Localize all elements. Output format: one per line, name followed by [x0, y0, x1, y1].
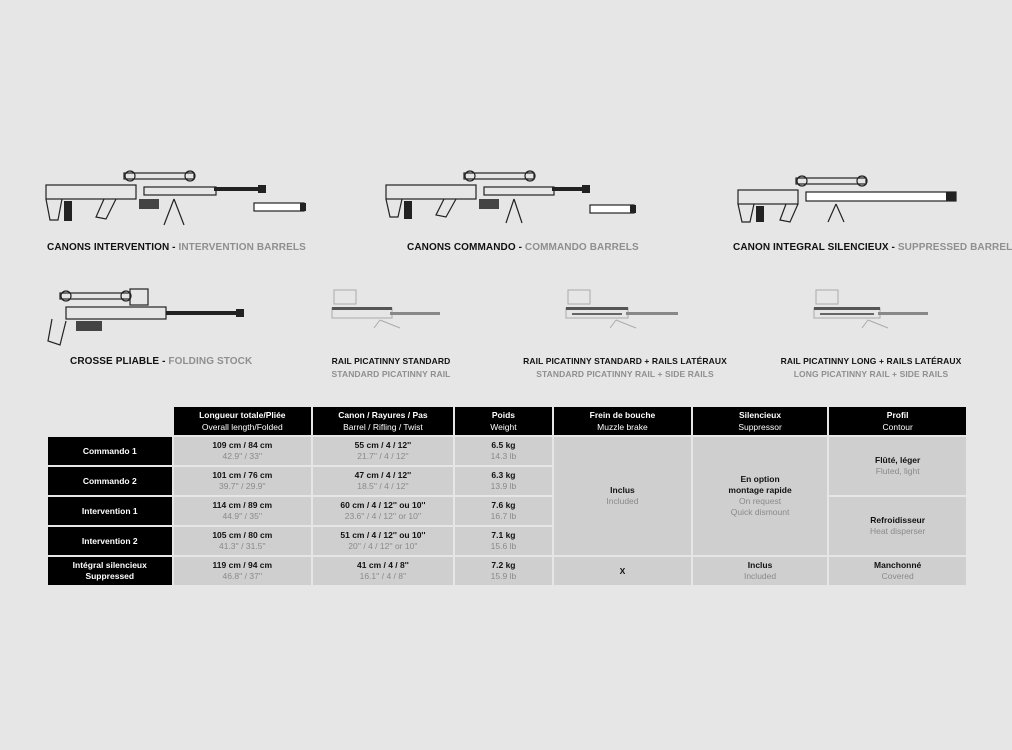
caption-integral: CANON INTEGRAL SILENCIEUX - SUPPRESSED BARREL — [733, 242, 1012, 253]
cell-length: 101 cm / 76 cm 39.7'' / 29.9'' — [174, 467, 312, 495]
cell-muzzle-included: Inclus Included — [554, 437, 691, 555]
cell-length: 119 cm / 94 cm 46.8'' / 37'' — [174, 557, 312, 585]
cell-weight: 7.6 kg 16.7 lb — [455, 497, 552, 525]
header-suppressor: Silencieux Suppressor — [693, 407, 828, 435]
cell-length: 105 cm / 80 cm 41.3'' / 31.5'' — [174, 527, 312, 555]
standard-side-rails-illustration — [564, 288, 684, 333]
header-barrel: Canon / Rayures / Pas Barrel / Rifling / Twist — [313, 407, 453, 435]
caption-folding-en: FOLDING STOCK — [168, 356, 253, 367]
header-muzzle-brake: Frein de bouche Muzzle brake — [554, 407, 691, 435]
table-row — [48, 497, 966, 525]
caption-rail-standard — [332, 356, 451, 379]
row-name: Commando 1 — [48, 437, 172, 465]
long-side-rails-illustration — [812, 288, 932, 333]
cell-barrel: 55 cm / 4 / 12'' 21.7'' / 4 / 12'' — [313, 437, 453, 465]
caption-rail-long — [781, 356, 962, 379]
table-row — [48, 467, 966, 495]
cell-length: 109 cm / 84 cm 42.9'' / 33'' — [174, 437, 312, 465]
cell-contour-covered: Manchonné Covered — [829, 557, 966, 585]
cell-barrel: 41 cm / 4 / 8'' 16.1'' / 4 / 8'' — [313, 557, 453, 585]
cell-suppressor-included: Inclus Included — [693, 557, 828, 585]
caption-rail-side-en: STANDARD PICATINNY RAIL + SIDE RAILS — [536, 369, 714, 379]
cell-weight: 6.3 kg 13.9 lb — [455, 467, 552, 495]
row-name: Intervention 2 — [48, 527, 172, 555]
caption-rail-side-fr: RAIL PICATINNY STANDARD + RAILS LATÉRAUX — [523, 356, 727, 366]
folding-stock-rifle-illustration — [46, 285, 251, 355]
header-weight: Poids Weight — [455, 407, 552, 435]
cell-barrel: 60 cm / 4 / 12'' ou 10'' 23.6'' / 4 / 12'' or 10'' — [313, 497, 453, 525]
header-contour: Profil Contour — [829, 407, 966, 435]
caption-commando-fr: CANONS COMMANDO — [407, 242, 516, 253]
cell-barrel: 47 cm / 4 / 12'' 18.5'' / 4 / 12'' — [313, 467, 453, 495]
standard-rail-illustration — [330, 288, 445, 333]
specifications-table — [46, 405, 968, 587]
row-name: Intégral silencieux Suppressed — [48, 557, 172, 585]
table-header-row — [48, 407, 966, 435]
header-blank — [48, 407, 172, 435]
cell-contour-heat: Refroidisseur Heat disperser — [829, 497, 966, 555]
table-row — [48, 557, 966, 585]
cell-barrel: 51 cm / 4 / 12'' ou 10'' 20'' / 4 / 12'' or 10'' — [313, 527, 453, 555]
caption-intervention-fr: CANONS INTERVENTION — [47, 242, 170, 253]
table-row — [48, 437, 966, 465]
cell-weight: 7.2 kg 15.9 lb — [455, 557, 552, 585]
caption-rail-standard-en: STANDARD PICATINNY RAIL — [331, 369, 451, 379]
table-row — [48, 527, 966, 555]
cell-weight: 6.5 kg 14.3 lb — [455, 437, 552, 465]
caption-integral-en: SUPPRESSED BARREL — [897, 242, 1012, 253]
caption-intervention-en: INTERVENTION BARRELS — [178, 242, 306, 253]
caption-intervention: CANONS INTERVENTION - INTERVENTION BARRELS — [47, 242, 306, 253]
commando-rifle-illustration — [384, 165, 649, 230]
cell-length: 114 cm / 89 cm 44.9'' / 35'' — [174, 497, 312, 525]
caption-folding: CROSSE PLIABLE - FOLDING STOCK — [70, 356, 253, 367]
caption-folding-fr: CROSSE PLIABLE — [70, 356, 160, 367]
caption-integral-fr: CANON INTEGRAL SILENCIEUX — [733, 242, 889, 253]
cell-muzzle-none: X — [554, 557, 691, 585]
caption-rail-side — [523, 356, 727, 379]
row-name: Intervention 1 — [48, 497, 172, 525]
intervention-rifle-illustration — [44, 165, 309, 230]
integral-suppressed-rifle-illustration — [736, 170, 961, 230]
caption-commando: CANONS COMMANDO - COMMANDO BARRELS — [407, 242, 639, 253]
header-length: Longueur totale/Pliée Overall length/Folded — [174, 407, 312, 435]
caption-commando-en: COMMANDO BARRELS — [524, 242, 639, 253]
cell-contour-fluted: Flûté, léger Fluted, light — [829, 437, 966, 495]
cell-weight: 7.1 kg 15.6 lb — [455, 527, 552, 555]
caption-rail-long-en: LONG PICATINNY RAIL + SIDE RAILS — [793, 369, 949, 379]
cell-suppressor-optional: En option montage rapide On request Quick dismount — [693, 437, 828, 555]
caption-rail-standard-fr: RAIL PICATINNY STANDARD — [331, 356, 451, 366]
row-name: Commando 2 — [48, 467, 172, 495]
caption-rail-long-fr: RAIL PICATINNY LONG + RAILS LATÉRAUX — [780, 356, 962, 366]
